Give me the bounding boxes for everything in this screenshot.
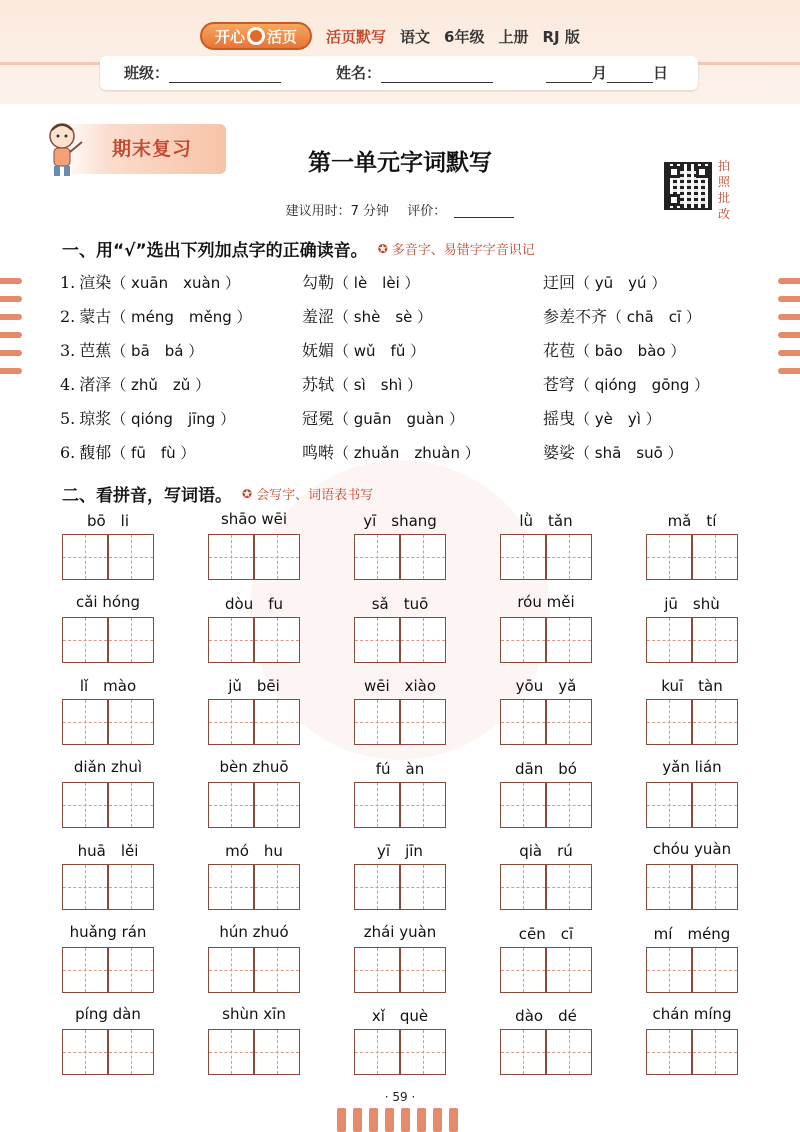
question-word: 鸣啭 [302, 443, 335, 462]
writing-box[interactable] [208, 782, 254, 828]
word-cell [208, 840, 300, 892]
section1-heading [62, 236, 535, 261]
brand-text-2: 活页 [267, 27, 298, 46]
bottom-stripe [353, 1108, 362, 1132]
pinyin-prompt: qià rú [519, 842, 573, 860]
class-label: 班级： [124, 64, 170, 82]
day-blank[interactable] [607, 65, 653, 83]
pinyin-prompt: mǎ tí [667, 512, 717, 530]
writing-box[interactable] [646, 534, 692, 580]
writing-box[interactable] [646, 1029, 692, 1075]
writing-box[interactable] [400, 699, 446, 745]
writing-box[interactable] [254, 534, 300, 580]
writing-box[interactable] [254, 617, 300, 663]
word-cell [354, 923, 446, 975]
writing-box[interactable] [354, 947, 400, 993]
eval-blank[interactable] [454, 217, 514, 218]
section1-note-text: 多音字、易错字字音识记 [391, 243, 535, 258]
question-number: 6. [60, 443, 76, 462]
word-cell [646, 840, 738, 892]
pinyin-prompt: dān bó [515, 759, 577, 778]
page-number: · 59 · [384, 1090, 416, 1104]
side-stripe [0, 368, 22, 374]
side-stripe [778, 296, 800, 302]
writing-box[interactable] [400, 782, 446, 828]
writing-box[interactable] [646, 782, 692, 828]
question-item [543, 440, 683, 463]
pinyin-prompt: shāo wēi [220, 510, 288, 528]
pinyin-prompt: huā lěi [77, 842, 139, 860]
side-stripe [0, 350, 22, 356]
pinyin-options[interactable]: （ guān guàn ） [334, 410, 465, 428]
pinyin-options[interactable]: （ shā suō ） [575, 444, 683, 462]
question-word: 参差不齐 [543, 307, 608, 326]
qr-code-icon[interactable] [664, 162, 712, 210]
word-cell [62, 758, 154, 810]
word-cell [646, 758, 738, 810]
pinyin-prompt: yōu yǎ [515, 677, 577, 695]
word-cell [354, 593, 446, 645]
question-item [543, 338, 685, 361]
page-title: 第一单元字词默写 [308, 149, 492, 176]
writing-box[interactable] [108, 864, 154, 910]
pinyin-prompt: hún zhuó [219, 922, 289, 941]
writing-box[interactable] [400, 534, 446, 580]
pinyin-options[interactable]: （ qióng gōng ） [575, 376, 710, 394]
pinyin-prompt: sǎ tuō [371, 594, 429, 613]
writing-box[interactable] [208, 864, 254, 910]
pinyin-prompt: jǔ bēi [228, 677, 280, 695]
side-stripe [0, 296, 22, 302]
writing-box[interactable] [108, 947, 154, 993]
writing-box[interactable] [692, 947, 738, 993]
writing-box[interactable] [500, 864, 546, 910]
month-blank[interactable] [546, 65, 592, 83]
date-field[interactable] [546, 62, 668, 83]
word-cell [500, 923, 592, 975]
pinyin-options[interactable]: （ zhuǎn zhuàn ） [334, 444, 480, 462]
writing-box[interactable] [208, 947, 254, 993]
section2-note-text: 会写字、词语表书写 [256, 488, 374, 503]
badge-label: 期末复习 [112, 138, 193, 160]
question-number: 5. [60, 409, 76, 428]
word-cell [354, 675, 446, 727]
pinyin-prompt: lǐ mào [79, 677, 137, 695]
pinyin-options[interactable]: （ bāo bào ） [575, 342, 686, 360]
writing-box[interactable] [546, 617, 592, 663]
word-cell [500, 675, 592, 727]
question-item [302, 440, 480, 463]
writing-box[interactable] [546, 1029, 592, 1075]
pinyin-options[interactable]: （ wǔ fǔ ） [334, 342, 426, 360]
pinyin-prompt: píng dàn [75, 1005, 141, 1023]
gear-icon: ✪ [377, 241, 388, 256]
writing-box[interactable] [692, 699, 738, 745]
side-stripe [0, 332, 22, 338]
month-label: 月 [592, 64, 608, 82]
pinyin-prompt: mí méng [653, 924, 731, 943]
writing-box[interactable] [500, 617, 546, 663]
pinyin-prompt: bō li [86, 512, 130, 530]
writing-box[interactable] [400, 1029, 446, 1075]
question-word: 勾勒 [302, 273, 335, 292]
writing-box[interactable] [646, 864, 692, 910]
question-item [60, 372, 210, 395]
question-word: 渚泽 [79, 375, 112, 394]
writing-box[interactable] [208, 534, 254, 580]
question-item [302, 372, 422, 395]
pinyin-options[interactable]: （ bā bá ） [111, 342, 204, 360]
pinyin-options[interactable]: （ zhǔ zǔ ） [111, 376, 211, 394]
writing-box[interactable] [546, 534, 592, 580]
question-word: 婆娑 [543, 443, 576, 462]
pinyin-prompt: zhái yuàn [363, 922, 437, 941]
brand-text-1: 开心 [214, 27, 245, 46]
writing-box[interactable] [500, 699, 546, 745]
pinyin-options[interactable]: （ sì shì ） [334, 376, 423, 394]
writing-box[interactable] [500, 947, 546, 993]
pinyin-prompt: diǎn zhuì [73, 757, 143, 776]
section1-title: 一、用“√”选出下列加点字的正确读音。 [62, 241, 368, 261]
writing-box[interactable] [108, 617, 154, 663]
writing-box[interactable] [400, 617, 446, 663]
writing-box[interactable] [254, 782, 300, 828]
word-cell [500, 510, 592, 562]
word-cell [208, 1005, 300, 1057]
word-cell [62, 593, 154, 645]
question-word: 蒙古 [79, 307, 112, 326]
pinyin-options[interactable]: （ lè lèi ） [334, 274, 420, 292]
question-item [302, 406, 464, 429]
pinyin-prompt: yī shang [363, 512, 437, 530]
writing-box[interactable] [62, 1029, 108, 1075]
pinyin-options[interactable]: （ chā cī ） [607, 308, 701, 326]
word-cell [208, 675, 300, 727]
side-stripe [778, 314, 800, 320]
word-cell [208, 923, 300, 975]
writing-box[interactable] [692, 782, 738, 828]
question-item [60, 440, 195, 463]
pinyin-options[interactable]: （ shè sè ） [334, 308, 433, 326]
pinyin-prompt: cǎi hóng [75, 592, 141, 611]
swirl-icon [247, 27, 265, 45]
question-item [60, 304, 252, 327]
writing-box[interactable] [400, 864, 446, 910]
writing-box[interactable] [546, 864, 592, 910]
question-number: 2. [60, 307, 76, 326]
name-field[interactable] [336, 62, 493, 83]
writing-box[interactable] [254, 947, 300, 993]
day-label: 日 [653, 64, 669, 82]
question-word: 渲染 [79, 273, 112, 292]
series-label: 活页默写 [326, 27, 387, 46]
question-word: 馥郁 [79, 443, 112, 462]
bottom-stripe [385, 1108, 394, 1132]
pinyin-prompt: yī jīn [377, 842, 423, 860]
word-cell [500, 840, 592, 892]
writing-box[interactable] [62, 617, 108, 663]
section2-note [242, 484, 373, 503]
writing-box[interactable] [62, 782, 108, 828]
qr-caption: 拍照批改 [718, 159, 731, 221]
pinyin-prompt: cēn cī [518, 924, 574, 943]
writing-box[interactable] [692, 864, 738, 910]
word-cell [646, 675, 738, 727]
writing-box[interactable] [500, 534, 546, 580]
pinyin-prompt: yǎn lián [662, 757, 722, 776]
word-cell [208, 510, 300, 562]
question-word: 苏轼 [302, 375, 335, 394]
name-blank[interactable] [381, 65, 493, 83]
writing-box[interactable] [108, 782, 154, 828]
pinyin-prompt: jū shù [664, 594, 720, 613]
question-item [543, 372, 709, 395]
class-field[interactable] [124, 62, 281, 83]
question-word: 冠冕 [302, 409, 335, 428]
qr-finder [668, 194, 680, 206]
pinyin-prompt: shùn xīn [222, 1005, 286, 1023]
pinyin-prompt: kuī tàn [661, 677, 723, 695]
pinyin-prompt: huǎng rán [69, 922, 147, 941]
name-label: 姓名： [336, 64, 382, 82]
writing-box[interactable] [692, 617, 738, 663]
writing-box[interactable] [400, 947, 446, 993]
writing-box[interactable] [500, 782, 546, 828]
question-item [302, 270, 420, 293]
word-cell [354, 510, 446, 562]
writing-box[interactable] [354, 534, 400, 580]
question-number: 3. [60, 341, 76, 360]
writing-box[interactable] [254, 864, 300, 910]
word-cell [354, 758, 446, 810]
writing-box[interactable] [254, 699, 300, 745]
bottom-stripe [417, 1108, 426, 1132]
section1-note [378, 239, 535, 258]
page-header [0, 0, 800, 104]
side-stripe [778, 332, 800, 338]
question-word: 苍穹 [543, 375, 576, 394]
pinyin-prompt: róu měi [517, 592, 575, 611]
word-cell [646, 510, 738, 562]
word-cell [62, 923, 154, 975]
bottom-stripe [433, 1108, 442, 1132]
writing-box[interactable] [208, 1029, 254, 1075]
writing-box[interactable] [208, 699, 254, 745]
pinyin-prompt: lǜ tǎn [519, 512, 573, 530]
pinyin-options[interactable]: （ xuān xuàn ） [111, 274, 240, 292]
pinyin-prompt: dào dé [515, 1007, 577, 1025]
brand-logo [200, 22, 312, 50]
question-item [302, 338, 425, 361]
question-word: 芭蕉 [79, 341, 112, 360]
question-item [60, 270, 240, 293]
eval-label: 评价： [407, 204, 447, 219]
writing-box[interactable] [354, 782, 400, 828]
question-word: 琼浆 [79, 409, 112, 428]
header-meta [326, 22, 580, 50]
word-cell [62, 510, 154, 562]
section2-title: 二、看拼音，写词语。 [62, 486, 232, 506]
writing-box[interactable] [62, 699, 108, 745]
question-word: 妩媚 [302, 341, 335, 360]
pinyin-options[interactable]: （ yè yì ） [575, 410, 661, 428]
student-info-box [100, 56, 698, 90]
question-word: 花苞 [543, 341, 576, 360]
term-label: 上册 [498, 27, 529, 46]
question-word: 羞涩 [302, 307, 335, 326]
writing-box[interactable] [354, 699, 400, 745]
pinyin-prompt: bèn zhuō [219, 757, 289, 776]
writing-box[interactable] [646, 947, 692, 993]
word-cell [62, 1005, 154, 1057]
subject-label: 语文 [400, 27, 431, 46]
writing-box[interactable] [354, 864, 400, 910]
bottom-stripe [337, 1108, 346, 1132]
writing-box[interactable] [646, 617, 692, 663]
writing-box[interactable] [208, 617, 254, 663]
question-number: 4. [60, 375, 76, 394]
writing-box[interactable] [546, 947, 592, 993]
writing-box[interactable] [692, 1029, 738, 1075]
qr-finder [696, 166, 708, 178]
writing-box[interactable] [254, 1029, 300, 1075]
word-cell [646, 923, 738, 975]
word-cell [62, 675, 154, 727]
question-number: 1. [60, 273, 76, 292]
writing-box[interactable] [546, 699, 592, 745]
question-item [60, 338, 203, 361]
writing-box[interactable] [546, 782, 592, 828]
class-blank[interactable] [169, 65, 281, 83]
section2-heading [62, 481, 373, 506]
bottom-stripes [337, 1108, 458, 1132]
writing-box[interactable] [646, 699, 692, 745]
writing-box[interactable] [108, 534, 154, 580]
writing-box[interactable] [108, 1029, 154, 1075]
grade-label: 6年级 [444, 27, 485, 46]
side-stripe [778, 368, 800, 374]
writing-box[interactable] [500, 1029, 546, 1075]
word-cell [646, 593, 738, 645]
pinyin-prompt: chán míng [652, 1005, 732, 1023]
side-stripe [0, 278, 22, 284]
writing-box[interactable] [354, 1029, 400, 1075]
pinyin-prompt: chóu yuàn [652, 840, 732, 858]
word-cell [208, 758, 300, 810]
question-item [543, 304, 701, 327]
pinyin-options[interactable]: （ fū fù ） [111, 444, 196, 462]
side-stripe [0, 314, 22, 320]
question-item [302, 304, 432, 327]
edition-label: RJ 版 [542, 27, 580, 46]
pinyin-prompt: dòu fu [225, 594, 283, 613]
question-word: 摇曳 [543, 409, 576, 428]
side-stripe [778, 350, 800, 356]
writing-box[interactable] [692, 534, 738, 580]
question-item [543, 270, 666, 293]
gear-icon: ✪ [242, 486, 253, 501]
writing-box[interactable] [62, 947, 108, 993]
side-stripe [778, 278, 800, 284]
question-item [60, 406, 235, 429]
pinyin-prompt: xǐ què [371, 1007, 429, 1025]
suggested-time: 建议用时：7 分钟 [285, 204, 390, 219]
bottom-stripe [449, 1108, 458, 1132]
bottom-stripe [369, 1108, 378, 1132]
writing-box[interactable] [62, 534, 108, 580]
pinyin-prompt: mó hu [225, 842, 283, 860]
pinyin-options[interactable]: （ yū yú ） [575, 274, 667, 292]
word-cell [354, 840, 446, 892]
word-cell [208, 593, 300, 645]
pinyin-prompt: fú àn [375, 759, 425, 778]
pinyin-options[interactable]: （ méng měng ） [111, 308, 252, 326]
writing-box[interactable] [108, 699, 154, 745]
word-cell [500, 1005, 592, 1057]
qr-finder [668, 166, 680, 178]
word-cell [646, 1005, 738, 1057]
writing-box[interactable] [62, 864, 108, 910]
word-cell [500, 593, 592, 645]
question-word: 迂回 [543, 273, 576, 292]
bottom-stripe [401, 1108, 410, 1132]
pinyin-prompt: wēi xiào [363, 677, 437, 695]
word-cell [62, 840, 154, 892]
question-item [543, 406, 661, 429]
word-cell [500, 758, 592, 810]
writing-box[interactable] [354, 617, 400, 663]
word-cell [354, 1005, 446, 1057]
pinyin-options[interactable]: （ qióng jīng ） [111, 410, 236, 428]
